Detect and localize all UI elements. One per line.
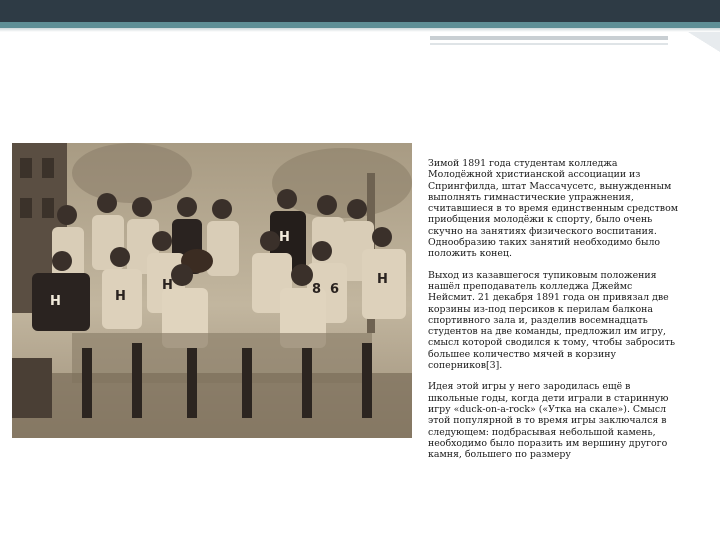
page-corner-fold xyxy=(688,32,720,52)
jersey-letter: H xyxy=(377,272,388,287)
paragraph-naismith: Выход из казавшегося тупиковым положения нашёл преподаватель колледжа Джеймс Нейсмит. 21 декабря 1891 года он привязал две корзины из-под персиков к перилам балкона спортивного зала и, разделив восемнадцать студентов на две команды, предложил им игру, смысл которой сводился к тому, чтобы забросить большее количество мячей в корзину соперников[3]. xyxy=(428,269,676,372)
header-band-dark xyxy=(0,0,720,22)
decorative-line xyxy=(430,43,668,45)
team-photo xyxy=(12,143,412,438)
header-band-shadow xyxy=(0,28,720,32)
paragraph-duck-on-a-rock: Идея этой игры у него зародилась ещё в школьные годы, когда дети играли в старинную игру «duck-on-a-rock» («Утка на скале»). Смысл этой популярной в то время игры заключался в следующем: подбрасывая небольшой камень, необходимо было поразить им вершину другого камня, большего по размеру xyxy=(428,381,669,461)
jersey-letter: H xyxy=(115,289,126,304)
jersey-letter: H xyxy=(50,294,61,309)
team-photo-illustration xyxy=(12,143,412,438)
decorative-line xyxy=(430,36,668,40)
jersey-number: 6 xyxy=(330,282,340,297)
slide-text-column xyxy=(428,158,680,470)
paragraph-winter-1891: Зимой 1891 года студентам колледжа Молодёжной христианской ассоциации из Спрингфилда, штат Массачусетс, вынужденным выполнять гимнастические упражнения, считавшиеся в то время единственным средством приобщения молодёжи к спорту, было очень скучно на занятиях физического воспитания. Однообразию таких занятий необходимо было положить конец. xyxy=(428,158,679,260)
jersey-letter: H xyxy=(162,278,173,293)
jersey-number: 8 xyxy=(312,282,322,297)
jersey-letter: H xyxy=(279,230,290,245)
